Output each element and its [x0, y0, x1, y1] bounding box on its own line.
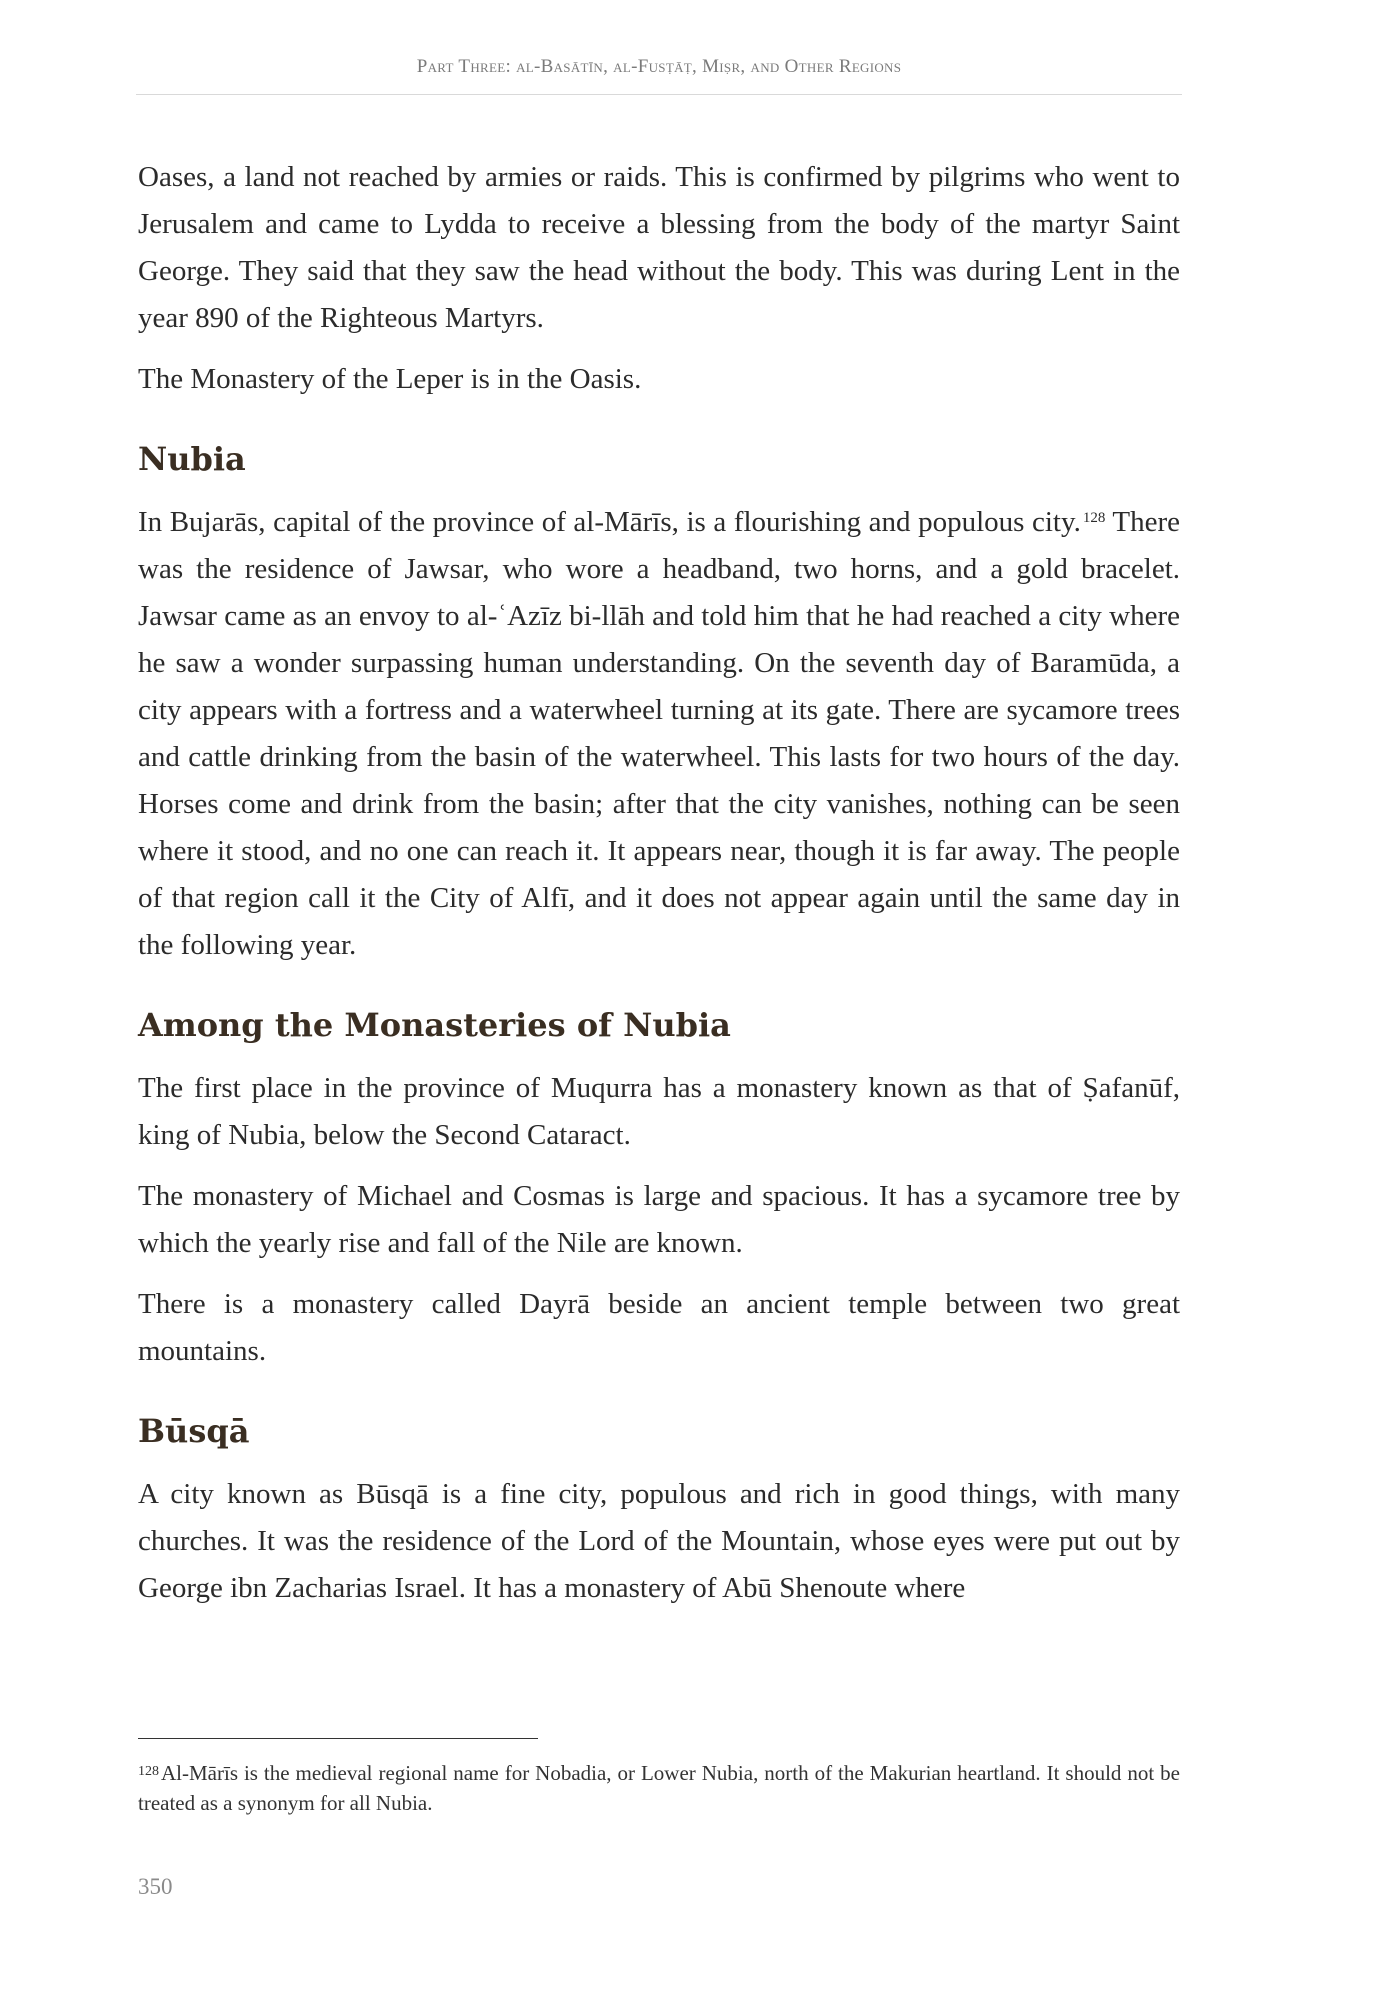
running-header: Part Three: al-Basātīn, al-Fusṭāṭ, Miṣr, and Other Regions [416, 56, 902, 77]
heading-monasteries-of-nubia: Among the Monasteries of Nubia [138, 1006, 731, 1044]
paragraph-muqurra: The first place in the province of Muqurra has a monastery known as that of Ṣafanūf, king of Nubia, below the Second Cataract. [138, 1072, 1180, 1151]
footnote-reference[interactable]: 128 [1082, 510, 1106, 526]
paragraph-leper-monastery: The Monastery of the Leper is in the Oasis. [138, 363, 642, 395]
paragraph-bujaras [138, 499, 1180, 969]
main-text [138, 154, 1180, 1626]
header-rule [136, 94, 1182, 95]
footnote-text: Al-Mārīs is the medieval regional name for Nobadia, or Lower Nubia, north of the Makurian heartland. It should not be treated as a synonym for all Nubia. [138, 1761, 1180, 1815]
paragraph-michael-cosmas: The monastery of Michael and Cosmas is large and spacious. It has a sycamore tree by which the yearly rise and fall of the Nile are known. [138, 1180, 1180, 1259]
paragraph-bujaras-start: In Bujarās, capital of the province of al-Mārīs, is a flourishing and populous city. [138, 506, 1081, 538]
heading-busqa: Būsqā [138, 1412, 250, 1450]
paragraph-oases: Oases, a land not reached by armies or raids. This is confirmed by pilgrims who went to Jerusalem and came to Lydda to receive a blessing from the body of the martyr Saint George. They said that they saw the head without the body. This was during Lent in the year 890 of the Righteous Martyrs. [138, 161, 1180, 334]
paragraph-busqa: A city known as Būsqā is a fine city, populous and rich in good things, with many churches. It was the residence of the Lord of the Mountain, whose eyes were put out by George ibn Zacharias Israel. It has a monastery of Abū Shenoute where [138, 1478, 1180, 1604]
footnote [138, 1758, 1180, 1818]
paragraph-dayra: There is a monastery called Dayrā beside an ancient temple between two great mountains. [138, 1288, 1180, 1367]
heading-nubia: Nubia [138, 440, 246, 478]
page-number: 350 [138, 1874, 173, 1899]
footnote-number: 128 [138, 1764, 159, 1779]
paragraph-bujaras-rest: There was the residence of Jawsar, who wore a headband, two horns, and a gold bracelet. Jawsar came as an envoy to al-ʿAzīz bi-llāh and told him that he had reached a city where he saw a wonder surpassing human understanding. On the seventh day of Baramūda, a city appears with a fortress and a waterwheel turning at its gate. There are sycamore trees and cattle drinking from the basin of the waterwheel. This lasts for two hours of the day. Horses come and drink from the basin; after that the city vanishes, nothing can be seen where it stood, and no one can reach it. It appears near, though it is far away. The people of that region call it the City of Alfī, and it does not appear again until the same day in the following year. [138, 506, 1180, 961]
footnote-rule [138, 1738, 538, 1739]
